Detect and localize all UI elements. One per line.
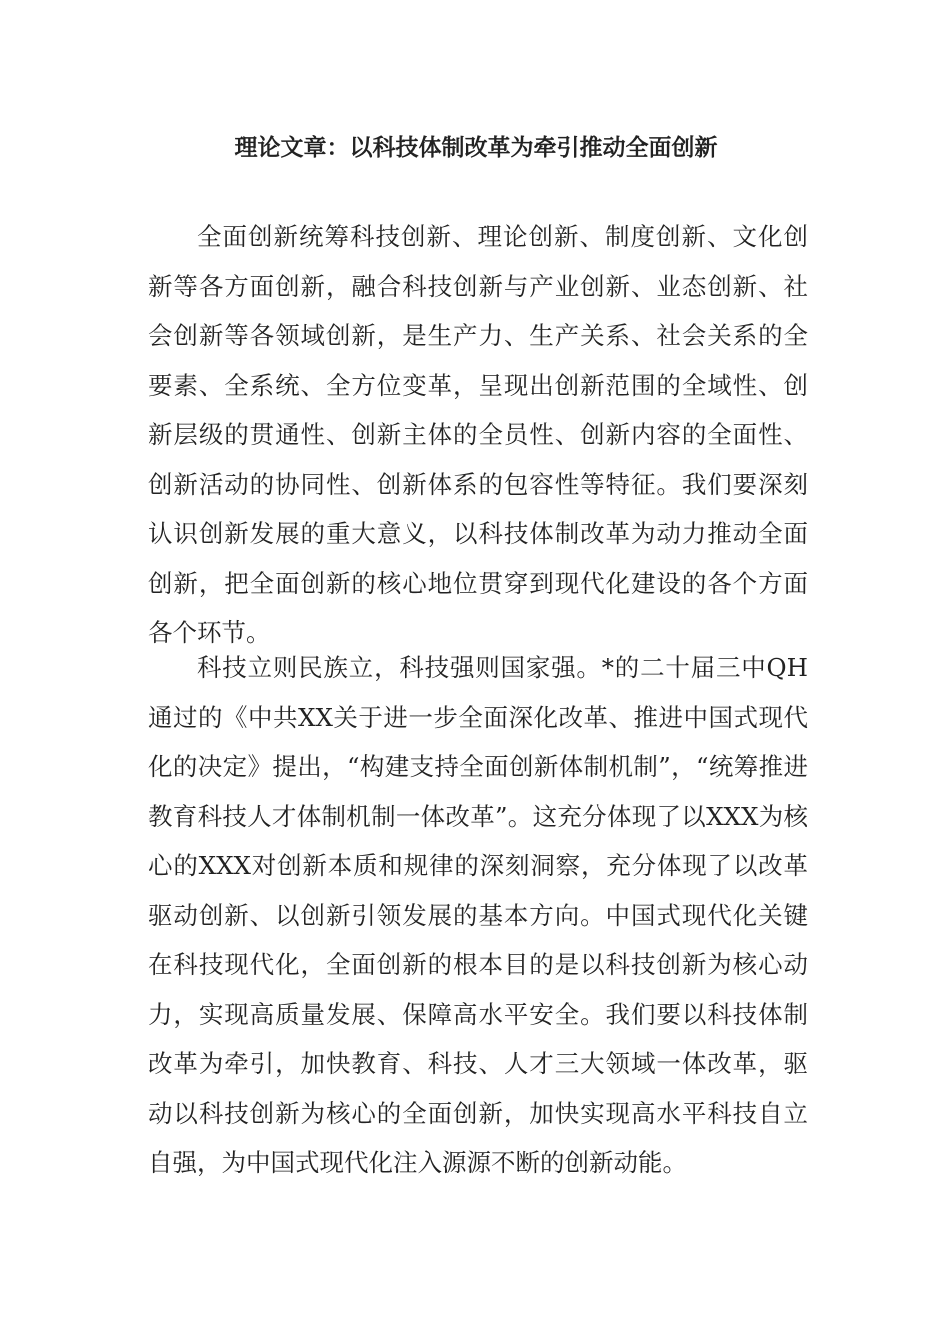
body-paragraph-1: 全面创新统筹科技创新、理论创新、制度创新、文化创新等各方面创新，融合科技创新与产业创新、业态创新、社会创新等各领域创新，是生产力、生产关系、社会关系的全要素、全系统、全方位变革，呈现出创新范围的全域性、创新层级的贯通性、创新主体的全员性、创新内容的全面性、创新活动的协同性、创新体系的包容性等特征。我们要深刻认识创新发展的重大意义，以科技体制改革为动力推动全面创新，把全面创新的核心地位贯穿到现代化建设的各个方面各个环节。 (148, 222, 808, 647)
body-paragraph-2: 科技立则民族立，科技强则国家强。*的二十届三中QH通过的《中共XX关于进一步全面深化改革、推进中国式现代化的决定》提出，“构建支持全面创新体制机制”，“统筹推进教育科技人才体制机制一体改革”。这充分体现了以XXX为核心的XXX对创新本质和规律的深刻洞察，充分体现了以改革驱动创新、以创新引领发展的基本方向。中国式现代化关键在科技现代化，全面创新的根本目的是以科技创新为核心动力，实现高质量发展、保障高水平安全。我们要以科技体制改革为牵引，加快教育、科技、人才三大领域一体改革，驱动以科技创新为核心的全面创新，加快实现高水平科技自立自强，为中国式现代化注入源源不断的创新动能。 (148, 653, 808, 1177)
document-title: 理论文章：以科技体制改革为牵引推动全面创新 (234, 134, 718, 161)
